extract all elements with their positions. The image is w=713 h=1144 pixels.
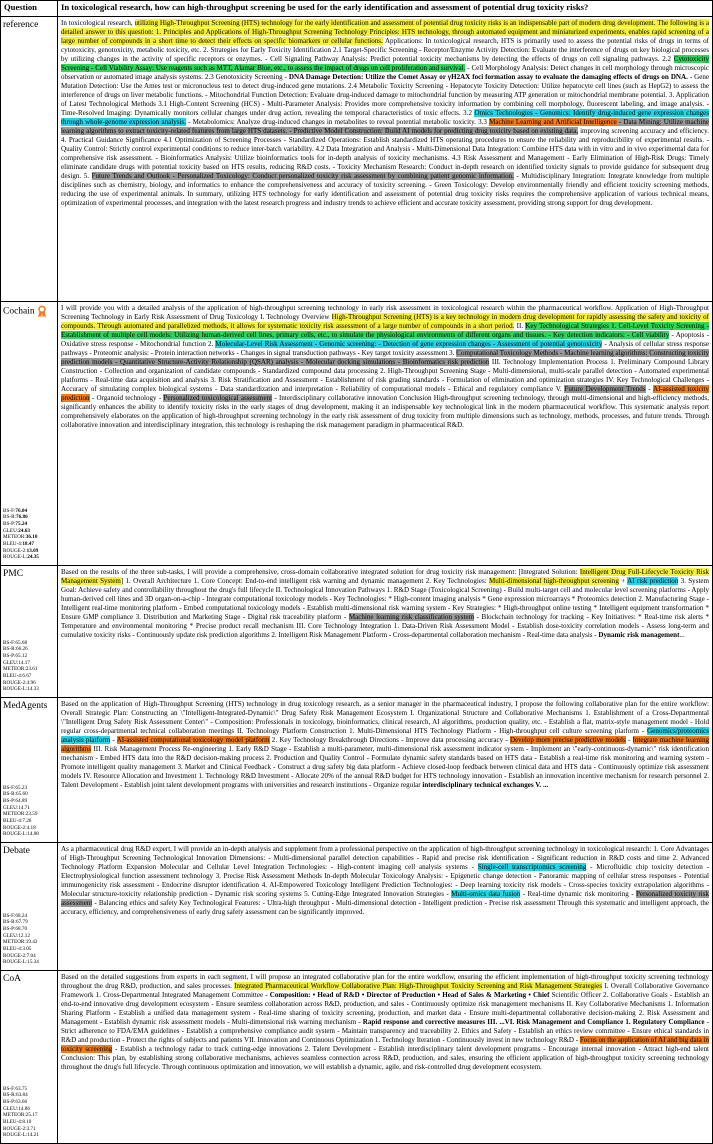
metric-line [3, 680, 39, 687]
method-name: Cochain [3, 305, 55, 318]
metric-value: 12.12 [18, 932, 30, 939]
metric-value: 63.66 [15, 1099, 28, 1106]
highlight-span: AI-assisted toxicity prediction [61, 384, 710, 402]
method-row [1, 566, 713, 698]
highlight-span: Multi-omics data fusion [451, 889, 521, 898]
metric-line [3, 926, 39, 933]
metric-line [3, 1119, 39, 1126]
text-span: - Organoid technology - [89, 393, 164, 402]
text-span: Dynamic risk management [598, 630, 680, 639]
metric-key: BS-F: [3, 507, 16, 514]
highlight-span: Omics Technologies - Genomics: Identify drug-induced gene expression changes through whole-genome expression analysis. [61, 108, 710, 126]
metric-key: BS-R: [3, 514, 16, 521]
method-label-cell [1, 566, 58, 698]
metric-key: BS-P: [3, 798, 16, 805]
text-span: Composition: • Head of R&D • Director of Production • Head of Sales & Marketing • Chief [269, 990, 550, 999]
metric-key: GLEU: [3, 932, 19, 939]
highlight-span: Multi-dimensional high-throughput screening [488, 576, 619, 585]
metric-value: 13.09 [26, 547, 39, 554]
metric-value: 24.63 [18, 527, 30, 534]
text-span: - [110, 735, 117, 744]
metric-key: GLEU: [3, 527, 19, 534]
metric-key: BS-P: [3, 521, 16, 528]
metric-value: 25.17 [25, 1112, 38, 1119]
metric-key: METEOR: [3, 666, 26, 673]
metric-line [3, 953, 39, 960]
text-span: - Interdisciplinary collaborative innovation Conclusion High-throughput screening technology, through multi-dimensional and high-efficiency methods, significantly enhances the ability to identify toxicity risks in the early stages of drug development, making it an indispensable key technological link in the modern pharmaceutical workflow. This systematic analysis report comprehensively elaborates on the application of high-throughput screening technology in the early risk assessment of drug toxicity from multiple dimensions such as technology, methods, processes, and future trends. Through collaborative innovation and interdisciplinary integration, this technology is reshaping the risk management paradigm in pharmaceutical R&D. [61, 393, 709, 429]
method-name: Debate [3, 846, 30, 856]
metric-key: ROUGE-L: [3, 1132, 28, 1139]
award-ribbon-icon [37, 305, 47, 318]
metric-line [3, 521, 39, 528]
metric-value: 64.89 [15, 798, 28, 805]
metric-scores [3, 785, 39, 838]
metric-key: BS-P: [3, 1099, 16, 1106]
text-span: improving screening accuracy and efficiency. 4. Practical Guidance Significance 4.1 Optimization of Screening Processes - Standardized Operations: Establish standardized HTS operating procedures to ensure the reliability and reproducibility of experimental results. - Quality Control: Strictly control experimental conditions to reduce inter-batch variability. 4.2 Data Integration and Analysis - Multi-Dimensional Data Integration: Combine HTS data with in vitro and in vivo experimental data for comprehensive risk assessment. - Bioinformatics Analysis: Utilize bioinformatics tools for in-depth analysis of toxicity mechanisms. 4.3 Risk Assessment and Management - Early Elimination of High-Risk Drugs: Timely eliminate candidate drugs with potential toxicity based on HTS results, reducing R&D costs. - Toxicity Mechanism Research: Conduct in-depth research on identified toxicity signals to provide guidance for subsequent drug design. 5. [61, 126, 709, 180]
text-span: 2. Key Technology Breakthrough Directions - Improve data processing accuracy - [269, 735, 510, 744]
metric-key: BLEU-4: [3, 541, 23, 548]
metric-key: METEOR: [3, 1112, 26, 1119]
response-text [58, 566, 713, 698]
metric-line [3, 1099, 39, 1106]
metric-value: 7.26 [22, 818, 32, 825]
metric-line [3, 1132, 39, 1139]
method-row [1, 302, 713, 566]
metric-value: 19.42 [25, 939, 38, 946]
metric-key: GLEU: [3, 804, 19, 811]
metric-value: 65.23 [15, 784, 28, 791]
text-span: III. Technology Implementation Process 1. Preliminary Compound Library Construction - Collection and organization of candidate compounds - Standardized compound data processing 2. High-Throughput Screening Stage - Multi-dimensional, multi-scale parallel detection - Automated experimental platforms - Real-time data acquisition and analysis 3. Risk Stratification and Assessment - Establishment of risk grading standards - Formulation of elimination and optimization strategies IV. Key Technological Challenges - Accuracy of simulating complex biological systems - Data standardization and interpretation - Reliability of computational models - Ethical and regulatory compliance V. [61, 357, 709, 393]
method-label-cell [1, 17, 58, 302]
metric-value: 68.70 [15, 926, 28, 933]
metric-key: ROUGE-2: [3, 547, 27, 554]
highlight-span: Genomics/proteomics analysis platform [61, 726, 709, 744]
metric-key: BS-F: [3, 784, 16, 791]
metric-line [3, 548, 39, 555]
text-span: - Strict adherence to FDA/EMA guidelines - Establish a comprehensive compliance audit system - Maintain transparency and traceability 2. Ethics and Safety - Establish an ethics review committee - Ensure ethical standards in R&D and production - Protect the rights of subjects and patients VII. Innovation and Continuous Optimization 1. Technology Iteration - Continuously invest in new technology R&D - [61, 1017, 709, 1044]
metric-key: BS-P: [3, 926, 16, 933]
text-span: Based on the application of High-Throughput Screening (HTS) technology in drug toxicology research, as a senior manager in the pharmaceutical industry, I propose the following collaborative plan for the entire workflow: Overall Strategic Plan: Constructing an \"Intelligent-Integrated-Dynamic\" Drug Safety Risk Management Ecosystem I. Organizational Structure and Collaborative Mechanisms 1. Establishment of a Cross-Departmental \"Intelligent Drug Safety Risk Assessment Center\" - Composition: Professionals in toxicology, bioinformatics, clinical research, AI algorithms, production quality, etc. - Establish a flat, matrix-style management model - Hold regular cross-departmental technical collaboration meetings II. Technology Platform Construction 1. Multi-Dimensional HTS Technology Platform - High-throughput cell culture screening platform - [61, 700, 709, 735]
metric-value: 75.24 [15, 521, 28, 528]
metric-line [3, 653, 39, 660]
metric-key: BLEU-4: [3, 818, 23, 825]
method-row [1, 17, 713, 302]
metric-line [3, 939, 39, 946]
text-span: III. Risk Management Process Re-engineering 1. Early R&D Stage - Establish a multi-parameter, multi-dimensional risk assessment indicator system - Implement an \"early-continuous-dynamic\" risk identification mechanism - Embed HTS data into the R&D decision-making process 2. Production and Quality Control - Formulate dynamic safety standards based on HTS data - Establish a real-time risk monitoring and warning system - Promote intelligent quality management 3. Market and Clinical Feedback - Construct a drug safety big data platform - Achieve closed-loop feedback between clinical data and HTS data - Continuously optimize risk assessment models IV. Resource Allocation and Investment 1. Technology R&D Investment - Allocate 20% of the annual R&D budget for HTS technology innovation - Establish an innovation incentive mechanism for research personnel 2. Talent Development - Establish joint talent development programs with universities and research institutions - Organize regular [61, 744, 709, 789]
metric-key: BLEU-4: [3, 1119, 23, 1126]
text-span: - Analysis of cellular stress response pathways - Proteomic analysis: - Protein interaction networks - Changes in signal transduction pathways - Key target toxicity assessment 3. [61, 339, 709, 357]
metric-key: METEOR: [3, 939, 26, 946]
highlight-span: Machine Learning and Artificial Intelligence [489, 117, 617, 126]
metric-value: 66.26 [15, 646, 28, 653]
text-span: Based on the detailed suggestions from experts in each segment, I will propose an integrated collaborative plan for the entire workflow, ensuring the efficient implementation of high-throughput toxicity screening technology throughout the drug R&D, production, and sales processes. [61, 973, 709, 990]
metric-value: 68.24 [15, 912, 28, 919]
method-label-cell [1, 698, 58, 843]
metric-key: ROUGE-2: [3, 679, 27, 686]
metric-key: ROUGE-2: [3, 824, 27, 831]
method-row [1, 698, 713, 843]
table-body [1, 17, 713, 1144]
metric-key: BS-R: [3, 646, 16, 653]
method-label-cell [1, 302, 58, 566]
metric-line [3, 791, 39, 798]
highlight-span: Personalized toxicity risk assessment [61, 889, 709, 907]
question-text: In toxicological research, how can high-throughput screening be used for the early identification and assessment of potential drug toxicity risks? [58, 1, 713, 17]
metric-key: BLEU-4: [3, 946, 23, 953]
text-span: - Balancing ethics and safety Key Technological Features: - Ultra-high throughput - Multi-dimensional detection - Intelligent prediction - Precise risk assessment Through this systematic and intelligent approach, the accuracy, efficiency, and comprehensiveness of early drug safety assessment can be significantly improved. [61, 898, 709, 916]
response-text [58, 843, 713, 971]
metric-line [3, 534, 39, 541]
metric-key: BS-F: [3, 912, 16, 919]
metric-value: 8.10 [22, 1119, 32, 1126]
metric-line [3, 673, 39, 680]
text-span: As a pharmaceutical drug R&D expert, I will provide an in-depth analysis and supplement from a professional perspective on the application of high-throughput screening technology in toxicological research: 1. Core Advantages of High-Throughput Screening Technological Innovation Dimensions: - Multi-dimensional parallel detection capabilities - Rapid and precise risk identification - Significant reduction in R&D costs and time 2. Advanced Technology Platform Expansion Molecular and Cellular Level Integration Technologies: - High-content imaging cell analysis systems - [61, 845, 709, 871]
metric-key: BS-F: [3, 639, 16, 646]
metric-line [3, 508, 39, 515]
metric-value: 23.61 [25, 666, 38, 673]
metric-value: 65.12 [15, 653, 28, 660]
metric-line [3, 919, 39, 926]
metric-value: 24.35 [27, 554, 39, 561]
metric-key: ROUGE-L: [3, 831, 28, 838]
metric-key: BLEU-4: [3, 673, 23, 680]
metric-value: 65.60 [15, 791, 28, 798]
method-row [1, 843, 713, 971]
metric-scores [3, 640, 39, 693]
metric-value: 14.71 [18, 804, 30, 811]
column-header-question: Question [1, 1, 58, 17]
metric-key: BS-P: [3, 653, 16, 660]
metric-line [3, 666, 39, 673]
text-span: - Establish a technology radar to track cutting-edge innovations 2. Talent Development - Establish interdisciplinary talent development programs - Encourage internal innovation - Attract high-end talent Conclusion: This plan, by establishing strong collaborative mechanisms, achieves seamless connection across R&D, production, and sales, ensuring the efficient application of high-throughput toxicity screening technology throughout the drug's full lifecycle. Through continuous optimization and innovation, we will establish a dynamic, agile, and risk-controlled drug development ecosystem. [61, 1044, 709, 1071]
text-span: In toxicological research, [61, 19, 135, 27]
method-row [1, 971, 713, 1144]
highlight-span: Develop more precise predictive models [509, 735, 626, 744]
metric-line [3, 933, 39, 940]
response-text [58, 302, 713, 566]
metric-value: 3.71 [26, 1125, 36, 1132]
metric-line [3, 646, 39, 653]
metric-value: 18.47 [22, 541, 34, 548]
highlight-span: Integrated Pharmaceutical Workflow Collaborative Plan: High-Throughput Toxicity Screening and Risk Management Strategies [234, 981, 602, 990]
metric-line [3, 959, 39, 966]
highlight-span: Molecular-Level Risk Assessment - Genomic screening: - Detection of gene expression changes - Assessment of potential genotoxicity [215, 339, 603, 348]
highlight-span: Intelligent Drug Full-Lifecycle Toxicity Risk Management System [61, 568, 709, 585]
metric-value: 14.08 [27, 831, 39, 838]
metric-scores [3, 913, 39, 966]
text-span: interdisciplinary technical exchanges V. ... [422, 780, 549, 789]
metric-value: 63.84 [15, 1092, 28, 1099]
highlight-span: utilizing High-Throughput Screening (HTS) technology for the early identification and assessment of potential drug toxicity risks is an indispensable part of modern drug development. The following is a detailed answer to this question: 1. Principles and Applications of High-Throughput Screening Technology Principles: HTS technology, through automated equipment and miniaturized experiments, enables rapid screening of a large number of compounds in a short time to detect their effects on specific biomarkers or cellular functions. [61, 19, 710, 45]
metric-key: BS-R: [3, 919, 16, 926]
text-span: Applications: In toxicological research, HTS is primarily used to assess the potential risks of drugs in terms of cytotoxicity, genotoxicity, metabolic toxicity, etc. 2. Strategies for Early Toxicity Identification 2.1 Target-Specific Screening - Receptor/Enzyme Activity Detection: Evaluate the interference of drugs on key biological processes by utilizing changes in the activity of specific receptors or enzymes. - Cell Signaling Pathway Analysis: Predict potential toxicity mechanisms by detecting the effects of drugs on cell signaling pathways. 2.2 [61, 36, 709, 63]
metric-line [3, 798, 39, 805]
metric-line [3, 831, 39, 838]
text-span: - Apoptosis - Oxidative stress response - Mitochondrial function 2. [61, 330, 709, 348]
metric-line [3, 514, 39, 521]
metric-key: ROUGE-L: [3, 554, 28, 561]
metric-line [3, 1106, 39, 1113]
metric-value: 6.67 [22, 673, 32, 680]
highlight-span: Future Trends and Outlook - Personalized Toxicology: Conduct personalized toxicity risk assessment by combining patient genomic information. [91, 171, 514, 180]
metric-key: ROUGE-2: [3, 1125, 27, 1132]
metric-line [3, 1112, 39, 1119]
metric-value: 76.86 [15, 514, 28, 521]
metric-value: 3.05 [22, 946, 32, 953]
metric-line [3, 805, 39, 812]
highlight-span: Key Technological Strategies 1. Cell-Level Toxicity Screening - Establishment of multiple cell models: Utilizing human-derived cell lines, primary cells, etc., to simulate the physiological environments of different organs and tissues. - Key detection indicators: - Cell viability [61, 321, 709, 339]
metric-line [3, 660, 39, 667]
metric-value: 14.17 [18, 659, 30, 666]
highlight-span: AI risk prediction [627, 576, 679, 585]
metric-value: 14.21 [27, 1132, 39, 1139]
metric-scores [3, 1086, 39, 1139]
highlight-span: High-Throughput Screening (HTS) is a key technology in modern drug development for rapidly assessing the safety and toxicity of compounds. Through automated and parallelized methods, it allows for systematic toxicity risk assessment of a large number of compounds in a short period. [61, 312, 709, 330]
metric-value: 14.33 [27, 686, 39, 693]
metric-key: BS-F: [3, 1085, 16, 1092]
highlight-span: Computational Toxicology Methods - Machine learning algorithms: Constructing toxicity prediction models - Quantitative Structure-Activity Relationship (QSAR) analysis - Molecular docking simulations - Bioinformatics risk prediction [61, 348, 709, 366]
text-span: - [645, 384, 654, 393]
text-span: - Real-time dynamic risk monitoring - [520, 889, 637, 898]
response-text [58, 17, 713, 302]
metric-key: ROUGE-L: [3, 686, 28, 693]
method-name: reference [3, 20, 39, 30]
highlight-span: AI-assisted computational toxicology model platform [116, 735, 270, 744]
metric-key: METEOR: [3, 811, 26, 818]
metric-line [3, 541, 39, 548]
metric-key: ROUGE-L: [3, 959, 28, 966]
metric-line [3, 686, 39, 693]
metric-line [3, 811, 39, 818]
metric-line [3, 785, 39, 792]
text-span: - [625, 735, 633, 744]
method-label-cell [1, 843, 58, 971]
metric-value: 7.04 [26, 952, 36, 959]
text-span: Scientific Officer 2. Collaborative Goals - Establish an end-to-end innovative drug development ecosystem - Ensure seamless collaboration across R&D, production, and sales - Continuously optimize risk management mechanisms II. Key Collaborative Mechanisms 1. Information Sharing Platform - Establish a unified data management system - Real-time sharing of toxicity screening, production, and market data - Ensure multi-departmental collaborative decision-making 2. Risk Assessment and Management - Establish dynamic risk assessment models - Multi-dimensional risk warning mechanism - [61, 990, 709, 1026]
metric-key: GLEU: [3, 659, 19, 666]
text-span: ] 1. Overall Architecture 1. Core Concept: End-to-end intelligent risk warning and dynamic management 2. Key Technologies: [120, 576, 489, 585]
text-span: - Metabolomics: Analyze drug-induced changes in metabolites to reveal potential metabolic toxicity. 3.3 [185, 117, 490, 126]
highlight-span: - Data Mining: Utilize machine learning algorithms to extract toxicity-related features from large HTS datasets. [61, 117, 709, 135]
metric-key: GLEU: [3, 1105, 19, 1112]
metric-line [3, 946, 39, 953]
metric-value: 14.86 [18, 1105, 30, 1112]
highlight-span: Personalized toxicological assessment [163, 393, 273, 402]
metric-key: BS-R: [3, 791, 16, 798]
metric-value: 67.79 [15, 919, 28, 926]
metric-key: BS-R: [3, 1092, 16, 1099]
text-span: II. [514, 321, 526, 330]
method-name: CoA [3, 974, 21, 984]
text-span: 3. System Goal: Achieve safety and controllability throughout the drug's full lifecycle II. Technological Innovation Pathways 1. R&D Stage (Toxicological Screening) - Build multi-target cell and molecular level screening platforms - Apply human-derived cell lines and 3D organ-on-a-chip - Integrate computational toxicology models - Key Technologies: * High-content imaging analysis * Gene expression microarrays * Proteomics detection 2. Manufacturing Stage - Intelligent real-time monitoring platform - Embed computational toxicology models - Establish multi-dimensional risk warning system - Key Strategies: * High-throughput online testing * Intelligent equipment transformation * Ensure GMP compliance 3. Distribution and Marketing Stage - Digital risk traceability platform - [61, 576, 710, 621]
text-span: DNA Damage Detection: Utilize the Comet Assay or γH2AX foci formation assay to evaluate the damaging effects of drugs on DNA. [288, 72, 688, 81]
response-text [58, 698, 713, 843]
metric-value: 4.18 [26, 824, 36, 831]
metric-line [3, 1126, 39, 1133]
metric-line [3, 528, 39, 535]
text-span: Based on the results of the three sub-tasks, I will provide a comprehensive, cross-domain collaborative integrated solution for drug toxicity risk management: [Integrated Solution: [61, 568, 580, 576]
metric-key: ROUGE-2: [3, 952, 27, 959]
metric-key: METEOR: [3, 534, 26, 541]
metric-value: 63.75 [15, 1085, 28, 1092]
metric-line [3, 818, 39, 825]
text-span: - Cell Morphology Analysis: Detect changes in cell morphology through microscopic observation or automated image analysis systems. 2.3 Genotoxicity Screening - [61, 63, 710, 81]
metric-value: 23.59 [25, 811, 38, 818]
metric-value: 76.04 [15, 507, 28, 514]
text-span: I will provide you with a detailed analysis of the application of high-throughput screening technology in early risk assessment in toxicological research within the pharmaceutical workflow. Application of High-Throughput Screening Technology in Early Risk Assessment of Drug Toxicology I. Technology Overview [61, 304, 709, 321]
highlight-span: Future Development Trends [564, 384, 646, 393]
metric-scores [3, 508, 39, 561]
text-span: - Multidisciplinary Integration: Integrate knowledge from multiple disciplines such as chemistry, biology, and informatics to enhance the comprehensiveness and accuracy of toxicity screening. - Green Toxicology: Develop environmentally friendly and efficient toxicity screening methods, reducing the use of experimental animals. In summary, utilizing HTS technology for early identification and assessment of potential drug toxicity risks requires the comprehensive application of various technical means, optimization of experimental processes, and integration with the latest research progress and industry trends to achieve efficient and accurate toxicity assessment, providing strong support for drug development. [61, 171, 710, 207]
text-span: Rapid response and corrective measures III. ...VI. Risk Management and Compliance 1. Regulatory Compliance [362, 1017, 705, 1026]
text-span: - Gene Mutation Detection: Use the Ames test or micronucleus test to detect drug-induced gene mutations. 2.4 Metabolic Toxicity Screening - Hepatocyte Toxicity Detection: Utilize hepatocyte cell lines (such as HepG2) to assess the interference of drugs on liver metabolic functions. - Mitochondrial Function Detection: Evaluate drug-induced damage to mitochondrial function by measuring ATP generation or mitochondrial membrane potential. 3. Application of Latest Technological Methods 3.1 High-Content Screening (HCS) - Multi-Parameter Analysis: Provides more comprehensive toxicity information by combining cell morphology, fluorescent labeling, and image analysis. - Time-Resolved Imaging: Dynamically monitors cellular changes under drug action, revealing the temporal characteristics of toxic effects. 3.2 [61, 72, 710, 117]
metric-line [3, 1086, 39, 1093]
text-span: - Blockchain technology for tracking - Key Initiatives: * Real-time risk alerts * Temperature and environmental monitoring * Precise product recall mechanism III. Core Technology Integration 1. Data-Driven Risk Assessment Model - Establish dose-toxicity correlation models - Assess long-term and cumulative toxicity risks - Continuously update risk prediction algorithms 2. Intelligent Risk Management Platform - Cross-departmental collaboration mechanism - Real-time data analysis - [61, 612, 709, 639]
highlight-span: Focus on the application of AI and big data in toxicity screening [61, 1035, 709, 1053]
method-name: MedAgents [3, 701, 48, 711]
metric-value: 15.34 [27, 959, 39, 966]
text-span: ... [679, 630, 685, 639]
text-span: I. Overall Collaborative Governance Framework 1. Cross-Departmental Integrated Management Committee - [61, 981, 709, 999]
metric-value: 65.68 [15, 639, 28, 646]
highlight-span: - Predictive Model Construction: Build AI models for predicting drug toxicity based on existing data, [287, 126, 579, 135]
metric-line [3, 554, 39, 561]
metric-line [3, 1092, 39, 1099]
method-name: PMC [3, 569, 24, 579]
highlight-span: Cytotoxicity Screening - Cell Viability Assay: Use reagents such as MTT, Alamar Blue, etc., to assess the impact of drugs on cell proliferation and survival. [61, 54, 709, 72]
text-span: + [618, 576, 628, 585]
metric-line [3, 825, 39, 832]
highlight-span: Integrate machine learning algorithms [61, 735, 710, 753]
metric-line [3, 913, 39, 920]
metric-line [3, 640, 39, 647]
metric-value: 4.96 [26, 679, 36, 686]
response-text [58, 971, 713, 1144]
method-label-cell [1, 971, 58, 1144]
highlight-span: Single-cell transcriptomics screening [477, 862, 587, 871]
metric-value: 36.10 [25, 534, 38, 541]
highlight-span: Machine learning risk classification system [348, 612, 475, 621]
text-span: - Microfluidic chip toxicity detection - Electrophysiological function assessment technology 3. Precise Risk Assessment Methods In-depth Molecular Toxicology Analysis: - Epigenetic change detection - Panoramic mapping of cellular stress responses - Potential immunogenicity risk assessment - Endocrine disruptor identification 4. AI-Empowered Toxicology Intelligent Prediction Technologies: - Deep learning toxicity risk models - Cross-species toxicity extrapolation algorithms - Molecular structure-toxicity relationship prediction - Dynamic risk scoring systems 5. Cutting-Edge Integrated Innovation Strategies - [61, 862, 709, 898]
header-row [1, 1, 713, 17]
